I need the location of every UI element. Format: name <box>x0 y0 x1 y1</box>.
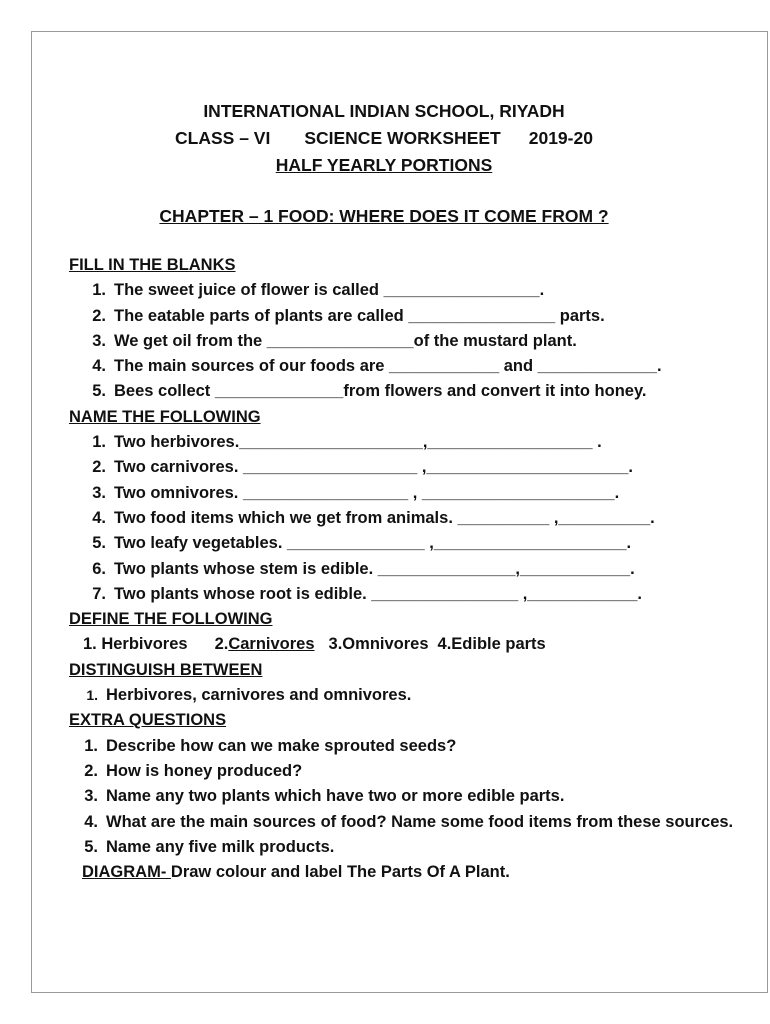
school-name: INTERNATIONAL INDIAN SCHOOL, RIYADH <box>203 101 565 121</box>
define-term: 3.Omnivores <box>328 635 429 654</box>
define-term: Carnivores <box>228 635 315 654</box>
fill-in-blanks-list <box>69 278 759 404</box>
section-heading: FILL IN THE BLANKS <box>69 256 236 274</box>
worksheet-content <box>69 98 759 885</box>
list-item: 7. Two plants whose root is edible. ________________ ,____________. <box>92 584 642 603</box>
section-heading: EXTRA QUESTIONS <box>69 711 227 730</box>
define-section <box>69 607 759 658</box>
name-following-section <box>69 405 759 607</box>
list-item: 4. The main sources of our foods are ____________ and _____________. <box>92 357 662 376</box>
define-term: 4.Edible parts <box>437 635 546 654</box>
define-term: 1. Herbivores <box>83 635 188 654</box>
extra-questions-section <box>69 708 759 885</box>
list-item: 1. The sweet juice of flower is called _________________. <box>92 281 545 300</box>
list-item: 2. Two carnivores. ___________________ ,______________________. <box>92 458 633 477</box>
list-item: 3. Name any two plants which have two or more edible parts. <box>84 787 565 806</box>
list-item: 2. How is honey produced? <box>84 761 303 780</box>
section-heading: NAME THE FOLLOWING <box>69 407 261 426</box>
worksheet-page <box>31 31 768 993</box>
list-item: 1. Herbivores, carnivores and omnivores. <box>86 686 412 705</box>
distinguish-section <box>69 658 759 709</box>
list-item: 5. Two leafy vegetables. _______________ ,_____________________. <box>92 534 632 553</box>
diagram-instruction <box>69 860 759 885</box>
section-heading: DEFINE THE FOLLOWING <box>69 610 273 629</box>
subject-label: SCIENCE WORKSHEET <box>304 128 501 148</box>
class-line <box>69 125 699 152</box>
class-label: CLASS – VI <box>175 128 271 148</box>
list-item: 5. Bees collect ______________from flowers and convert it into honey. <box>92 382 647 401</box>
diagram-text: Draw colour and label The Parts Of A Plant. <box>170 863 510 882</box>
define-term-num: 2. <box>214 635 229 654</box>
diagram-label: DIAGRAM- <box>82 863 171 882</box>
distinguish-list <box>69 683 759 708</box>
name-following-list <box>69 430 759 607</box>
list-item: 2. The eatable parts of plants are called ________________ parts. <box>92 306 605 325</box>
list-item: 5. Name any five milk products. <box>84 837 335 856</box>
list-item: 4. What are the main sources of food? Name some food items from these sources. <box>84 812 734 831</box>
list-item: 3. Two omnivores. __________________ , _____________________. <box>92 483 620 502</box>
list-item: 6. Two plants whose stem is edible. _______________,____________. <box>92 559 635 578</box>
list-item: 3. We get oil from the ________________of the mustard plant. <box>92 331 577 350</box>
fill-in-blanks-section <box>69 253 759 405</box>
list-item: 1. Two herbivores.____________________,__________________ . <box>92 433 602 452</box>
chapter-title: CHAPTER – 1 FOOD: WHERE DOES IT COME FROM ? <box>159 206 609 226</box>
list-item: 1. Describe how can we make sprouted seeds? <box>84 736 457 755</box>
year-label: 2019-20 <box>528 128 593 148</box>
section-heading: DISTINGUISH BETWEEN <box>69 660 263 679</box>
define-terms-row <box>69 632 759 657</box>
worksheet-header <box>69 98 699 230</box>
portion-title: HALF YEARLY PORTIONS <box>275 155 493 175</box>
list-item: 4. Two food items which we get from animals. __________ ,__________. <box>92 508 655 527</box>
extra-questions-list <box>69 734 759 860</box>
